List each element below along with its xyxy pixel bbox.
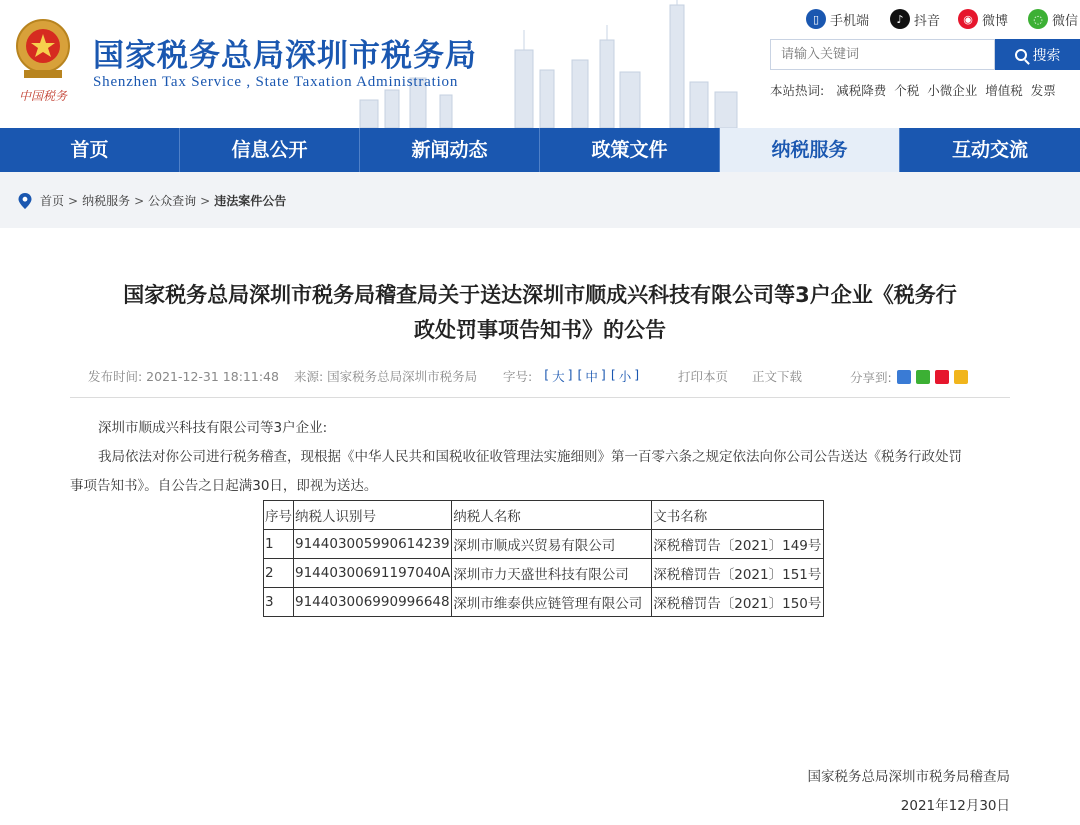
hot-word-link[interactable]: 增值税 <box>985 83 1023 98</box>
search-icon <box>1015 49 1027 61</box>
table-header: 文书名称 <box>652 501 824 530</box>
weibo-icon: ◉ <box>958 9 978 29</box>
table-cell: 1 <box>264 530 294 559</box>
table-cell: 深税稽罚告〔2021〕151号 <box>652 559 824 588</box>
nav-item-interaction[interactable]: 互动交流 <box>951 139 1028 161</box>
table-header: 纳税人识别号 <box>294 501 452 530</box>
share-label: 分享到: <box>850 370 892 385</box>
salutation: 深圳市顺成兴科技有限公司等3户企业: <box>98 420 328 436</box>
signature-org: 国家税务总局深圳市税务局稽查局 <box>807 769 1010 785</box>
nav-item-news[interactable]: 新闻动态 <box>360 128 540 172</box>
mobile-icon: ▯ <box>806 9 826 29</box>
site-title: 国家税务总局深圳市税务局 <box>93 38 477 74</box>
table-cell: 深圳市维泰供应链管理有限公司 <box>452 588 652 617</box>
font-size-controls: 字号: [ 大 ] [ 中 ] [ 小 ] <box>503 367 640 384</box>
hot-words-label: 本站热词: <box>770 83 825 98</box>
font-small-button[interactable]: 小 <box>618 369 632 384</box>
search-input[interactable] <box>770 39 995 70</box>
site-subtitle: Shenzhen Tax Service , State Taxation Administration <box>93 74 459 90</box>
table-cell: 914403005990614239 <box>294 530 452 559</box>
social-douyin-link[interactable] <box>890 8 940 30</box>
table-header-row <box>264 501 824 530</box>
nav-item-policy[interactable]: 政策文件 <box>540 128 720 172</box>
social-label: 微信 <box>1052 13 1079 29</box>
breadcrumb-separator: > <box>200 193 211 208</box>
share-wechat-icon[interactable] <box>916 370 930 384</box>
hot-word-link[interactable]: 个税 <box>894 83 920 98</box>
breadcrumb-tax-service[interactable]: 纳税服务 <box>82 194 131 208</box>
table-row <box>264 530 824 559</box>
body-paragraph-line: 事项告知书》。自公告之日起满30日，即视为送达。 <box>70 478 378 494</box>
breadcrumb <box>18 192 286 209</box>
breadcrumb-public-query[interactable]: 公众查询 <box>148 194 197 208</box>
article-title <box>60 278 1020 348</box>
national-emblem-logo <box>10 12 76 112</box>
nav-item-home[interactable]: 首页 <box>0 128 180 172</box>
table-row <box>264 588 824 617</box>
meta-divider <box>70 397 1010 398</box>
breadcrumb-separator: > <box>134 193 145 208</box>
main-nav <box>0 128 1080 172</box>
breadcrumb-separator: > <box>68 193 79 208</box>
hot-word-link[interactable]: 发票 <box>1030 83 1056 98</box>
location-pin-icon <box>18 193 32 209</box>
breadcrumb-current[interactable]: 违法案件公告 <box>214 194 287 208</box>
breadcrumb-bar <box>0 172 1080 228</box>
nav-item-info-disclosure[interactable]: 信息公开 <box>180 128 360 172</box>
douyin-icon: ♪ <box>890 9 910 29</box>
table-cell: 2 <box>264 559 294 588</box>
hot-word-link[interactable]: 减税降费 <box>836 83 887 98</box>
article-title-line: 国家税务总局深圳市税务局稽查局关于送达深圳市顺成兴科技有限公司等3户企业《税务行 <box>123 283 957 307</box>
table-cell: 深税稽罚告〔2021〕150号 <box>652 588 824 617</box>
table-header: 序号 <box>264 501 294 530</box>
search-button-label: 搜索 <box>1032 47 1061 64</box>
table-cell: 深圳市力天盛世科技有限公司 <box>452 559 652 588</box>
share-bar <box>850 368 968 386</box>
nav-item-tax-service[interactable]: 纳税服务 <box>720 128 900 172</box>
share-qzone-icon[interactable] <box>897 370 911 384</box>
article-title-line: 政处罚事项告知书》的公告 <box>414 318 666 342</box>
download-link[interactable]: 正文下载 <box>752 369 803 384</box>
social-weibo-link[interactable] <box>958 8 1008 30</box>
table-cell: 深圳市顺成兴贸易有限公司 <box>452 530 652 559</box>
social-mobile-link[interactable] <box>806 8 869 30</box>
publish-time: 发布时间: 2021-12-31 18:11:48 <box>88 369 279 384</box>
table-cell: 914403006990996648 <box>294 588 452 617</box>
signature-date: 2021年12月30日 <box>900 798 1010 814</box>
table-cell: 3 <box>264 588 294 617</box>
table-row <box>264 559 824 588</box>
social-wechat-link[interactable] <box>1028 8 1078 30</box>
font-size-label: 字号: <box>503 369 533 384</box>
table-cell: 91440300691197040A <box>294 559 452 588</box>
font-medium-button[interactable]: 中 <box>585 369 598 384</box>
search-button[interactable] <box>995 39 1080 70</box>
print-page-link[interactable]: 打印本页 <box>678 369 729 384</box>
social-label: 手机端 <box>830 13 870 29</box>
social-label: 微博 <box>982 13 1009 29</box>
hot-words <box>770 81 1064 99</box>
font-large-button[interactable]: 大 <box>552 369 565 384</box>
wechat-icon: ◌ <box>1028 9 1048 29</box>
table-cell: 深税稽罚告〔2021〕149号 <box>652 530 824 559</box>
breadcrumb-home[interactable]: 首页 <box>40 194 65 208</box>
article-source: 来源: 国家税务总局深圳市税务局 <box>294 369 478 384</box>
social-label: 抖音 <box>914 13 941 29</box>
share-qq-icon[interactable] <box>954 370 968 384</box>
hot-word-link[interactable]: 小微企业 <box>927 83 978 98</box>
logo-name: 中国税务 <box>18 89 68 103</box>
table-header: 纳税人名称 <box>452 501 652 530</box>
site-header <box>0 0 1080 128</box>
body-paragraph-line: 我局依法对你公司进行税务稽查，现根据《中华人民共和国税收征收管理法实施细则》第一百零六条之规定依法向你公司公告送达《税务行政处罚 <box>98 449 962 465</box>
share-weibo-icon[interactable] <box>935 370 949 384</box>
case-table <box>263 500 824 617</box>
